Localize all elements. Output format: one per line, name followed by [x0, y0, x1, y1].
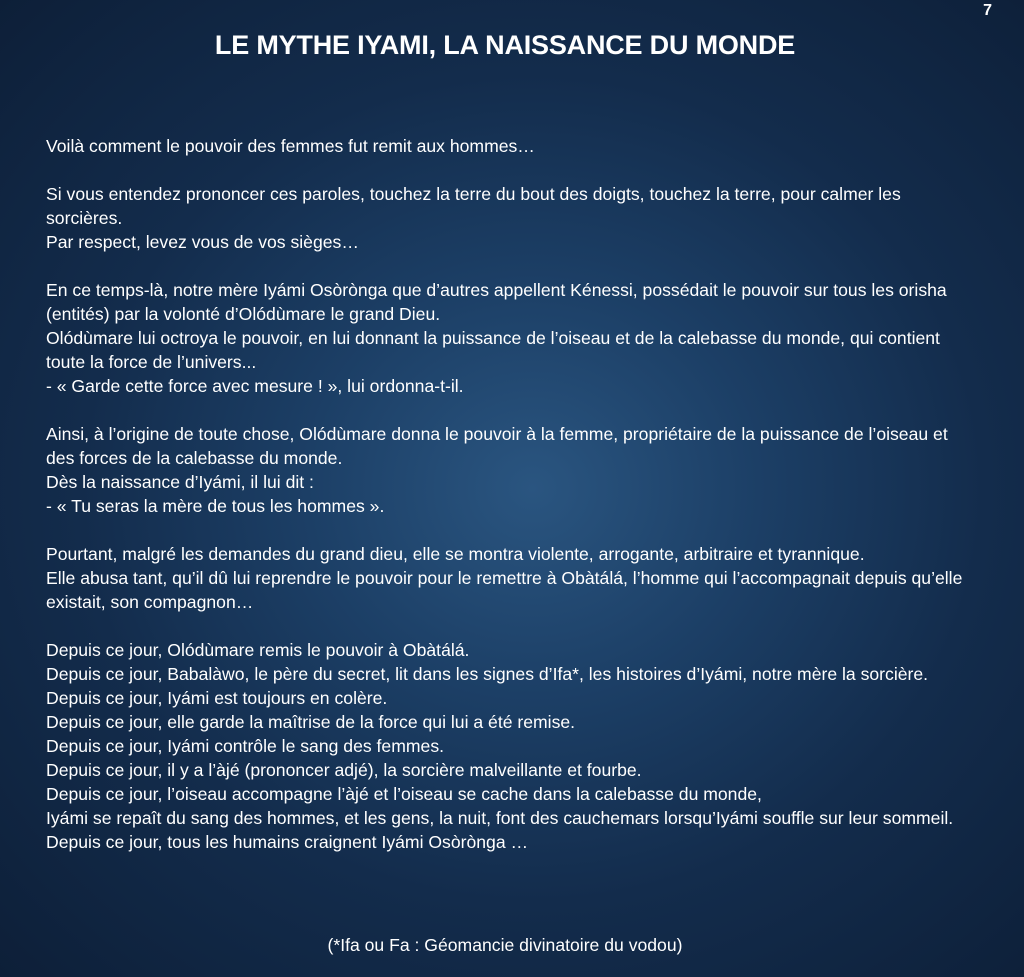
text-line: Si vous entendez prononcer ces paroles, touchez la terre du bout des doigts, touchez la terre, pour calmer les sorcières.: [46, 184, 901, 228]
paragraph: [46, 542, 976, 614]
text-line: Depuis ce jour, Babalàwo, le père du secret, lit dans les signes d’Ifa*, les histoires d’Iyámi, notre mère la sorcière.: [46, 664, 929, 684]
text-line: Ainsi, à l’origine de toute chose, Olódùmare donna le pouvoir à la femme, propriétaire de la puissance de l’oiseau et des forces de la calebasse du monde.: [46, 424, 948, 468]
paragraph: [46, 278, 976, 398]
text-line: Depuis ce jour, Iyámi contrôle le sang des femmes.: [46, 736, 444, 756]
text-line: Depuis ce jour, Iyámi est toujours en colère.: [46, 688, 388, 708]
text-line: - « Tu seras la mère de tous les hommes ».: [46, 496, 385, 516]
paragraph: [46, 422, 976, 518]
text-line: Elle abusa tant, qu’il dû lui reprendre le pouvoir pour le remettre à Obàtálá, l’homme qui l’accompagnait depuis qu’elle existait, son compagnon…: [46, 568, 963, 612]
text-line: En ce temps-là, notre mère Iyámi Osòrònga que d’autres appellent Kénessi, possédait le pouvoir sur tous les orisha (entités) par la volonté d’Olódùmare le grand Dieu.: [46, 280, 947, 324]
page-title: LE MYTHE IYAMI, LA NAISSANCE DU MONDE: [214, 30, 796, 60]
text-line: Par respect, levez vous de vos sièges…: [46, 232, 359, 252]
paragraph: [46, 182, 976, 254]
text-line: Dès la naissance d’Iyámi, il lui dit :: [46, 472, 314, 492]
page-number: 7: [983, 2, 992, 19]
footnote: (*Ifa ou Fa : Géomancie divinatoire du vodou): [327, 935, 683, 955]
text-line: Depuis ce jour, il y a l’àjé (prononcer adjé), la sorcière malveillante et fourbe.: [46, 760, 642, 780]
text-line: - « Garde cette force avec mesure ! », lui ordonna-t-il.: [46, 376, 464, 396]
text-line: Olódùmare lui octroya le pouvoir, en lui donnant la puissance de l’oiseau et de la calebasse du monde, qui contient toute la force de l’univers...: [46, 328, 940, 372]
text-line: Depuis ce jour, Olódùmare remis le pouvoir à Obàtálá.: [46, 640, 470, 660]
text-line: Pourtant, malgré les demandes du grand dieu, elle se montra violente, arrogante, arbitraire et tyrannique.: [46, 544, 865, 564]
text-line: Depuis ce jour, elle garde la maîtrise de la force qui lui a été remise.: [46, 712, 576, 732]
text-line: Voilà comment le pouvoir des femmes fut remit aux hommes…: [46, 136, 535, 156]
paragraph: [46, 638, 976, 854]
text-line: Depuis ce jour, tous les humains craignent Iyámi Osòrònga …: [46, 832, 529, 852]
text-line: Depuis ce jour, l’oiseau accompagne l’àjé et l’oiseau se cache dans la calebasse du monde,: [46, 784, 762, 804]
text-line: Iyámi se repaît du sang des hommes, et les gens, la nuit, font des cauchemars lorsqu’Iyámi souffle sur leur sommeil.: [46, 808, 954, 828]
paragraph: [46, 134, 976, 158]
story-body: [46, 134, 976, 854]
